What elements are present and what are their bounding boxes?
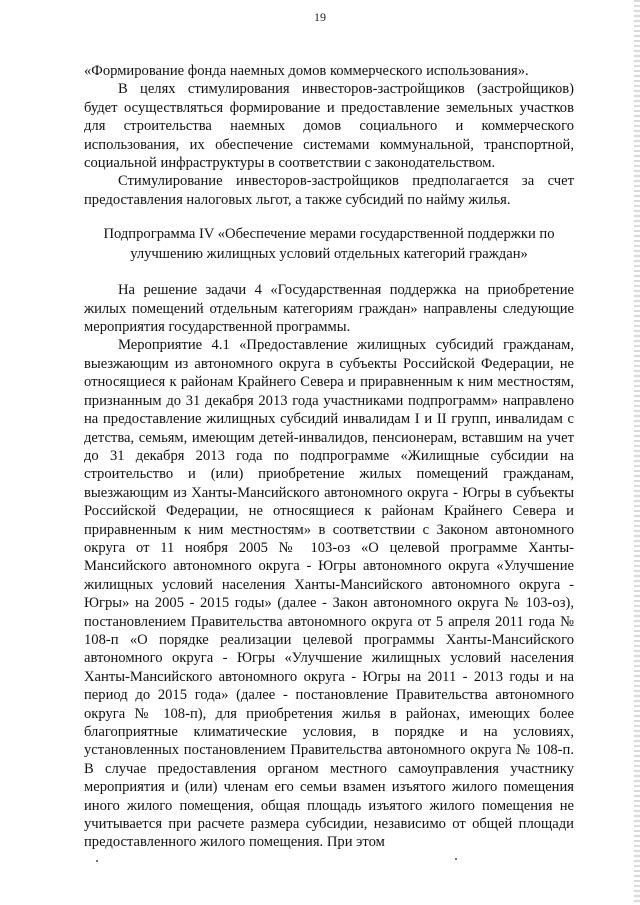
paragraph-4: На решение задачи 4 «Государственная поддержка на приобретение жилых помещений отдельным категориям граждан» направлены следующие мероприятия государственной программы. xyxy=(84,282,574,336)
paragraph-5: Мероприятие 4.1 «Предоставление жилищных субсидий гражданам, выезжающим из автономного округа в субъекты Российской Федерации, не относящиеся к районам Крайнего Севера и приравненным к ним местностям, признанным до 31 декабря 2013 года участниками подпрограмм» направлено на предоставление жилищных субсидий инвалидам I и II групп, инвалидам с детства, семьям, имеющим детей-инвалидов, пенсионерам, вставшим на учет до 31 декабря 2013 года по подпрограмме «Жилищные субсидии на строительство и (или) приобретение жилых помещений гражданам, выезжающим из Ханты-Мансийского автономного округа - Югры в субъекты Российской Федерации, не относящиеся к районам Крайнего Севера и приравненным к ним местностям» в соответствии с Законом автономного округа от 11 ноября 2005 № 103-оз «О целевой программе Ханты-Мансийского автономного округа - Югры автономного округа «Улучшение жилищных условий населения Ханты-Мансийского автономного округа - Югры» на 2005 - 2015 годы» (далее - Закон автономного округа № 103-оз), постановлением Правительства автономного округа от 5 апреля 2011 года № 108-п «О порядке реализации целевой программы Ханты-Мансийского автономного округа - Югры «Улучшение жилищных условий населения Ханты-Мансийского автономного округа - Югры на 2011 - 2013 годы и на период до 2015 года» (далее - постановление Правительства автономного округа № 108-п), для приобретения жилья в районах, имеющих более благоприятные климатические условия, в порядке и на условиях, установленных постановлением Правительства автономного округа № 108-п. В случае предоставления органом местного самоуправления участнику мероприятия и (или) членам его семьи взамен изъятого жилого помещения иного жилого помещения, общая площадь изъятого жилого помещения не учитывается при расчете размера субсидии, независимо от общей площади предоставленного жилого помещения. При этом xyxy=(84,337,574,851)
page-number: 19 xyxy=(314,10,326,24)
scan-edge xyxy=(634,0,640,905)
subprogram-heading: Подпрограмма IV «Обеспечение мерами государственной поддержки по улучшению жилищных условий отдельных категорий граждан» xyxy=(103,226,555,263)
document-body xyxy=(84,62,574,852)
paragraph-3: Стимулирование инвесторов-застройщиков предполагается за счет предоставления налоговых льгот, а также субсидий по найму жилья. xyxy=(84,173,574,208)
paragraph-2: В целях стимулирования инвесторов-застройщиков (застройщиков) будет осуществляться формирование и предоставление земельных участков для строительства наемных домов социального и коммерческого использования, их обеспечение системами коммунальной, транспортной, социальной инфраструктуры в соответствии с законодательством. xyxy=(84,81,574,172)
scan-speck xyxy=(96,860,98,862)
scan-speck xyxy=(455,858,457,860)
paragraph-1: «Формирование фонда наемных домов коммерческого использования». xyxy=(84,63,529,79)
